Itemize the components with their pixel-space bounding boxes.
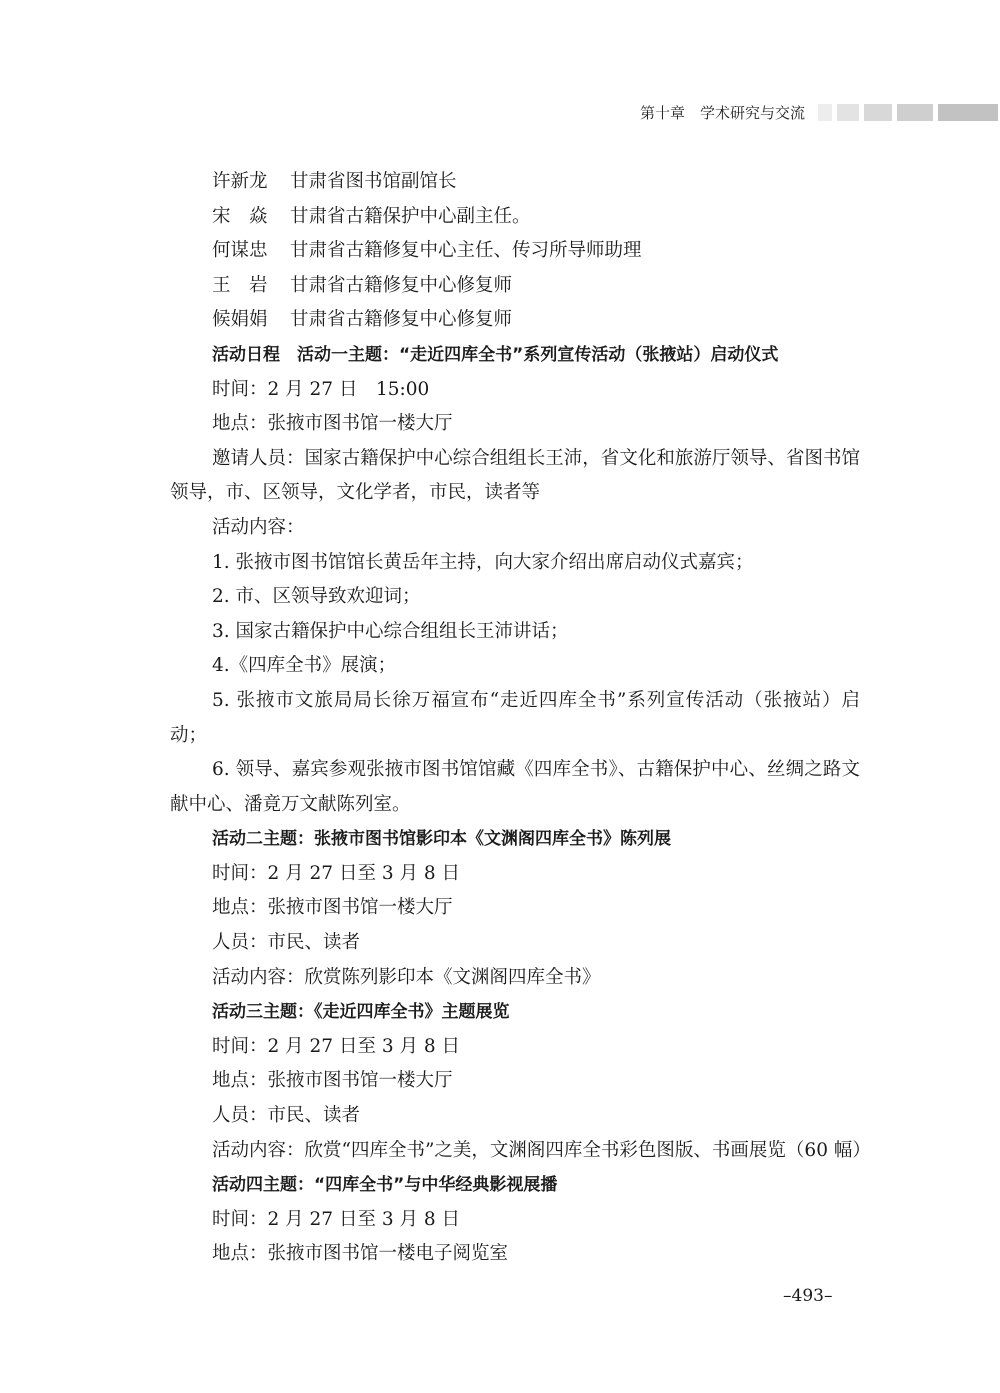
page-number: –493– xyxy=(783,1286,833,1306)
activity-content: 活动内容：欣赏“四库全书”之美，文渊阁四库全书彩色图版、书画展览（60 幅） xyxy=(212,1139,871,1161)
activity-people: 人员：市民、读者 xyxy=(212,932,361,954)
activity-time: 时间：2 月 27 日至 3 月 8 日 xyxy=(212,1208,461,1230)
staff-line: 许新龙 甘肃省图书馆副馆长 xyxy=(212,171,457,192)
header-bar xyxy=(897,104,933,121)
activity-place: 地点：张掖市图书馆一楼电子阅览室 xyxy=(212,1243,509,1265)
activity-heading: 活动二主题：张掖市图书馆影印本《文渊阁四库全书》陈列展 xyxy=(212,829,671,850)
header-bar xyxy=(938,104,998,121)
page-body xyxy=(170,165,871,1272)
activity-content-label: 活动内容： xyxy=(212,516,305,538)
activity-time: 时间：2 月 27 日至 3 月 8 日 xyxy=(212,1035,461,1057)
activity-item: 4.《四库全书》展演； xyxy=(212,655,397,677)
activity-item: 6. 领导、嘉宾参观张掖市图书馆馆藏《四库全书》、古籍保护中心、丝绸之路文献中心、潘竟万文献陈列室。 xyxy=(170,759,860,815)
activity-item: 5. 张掖市文旅局局长徐万福宣布“走近四库全书”系列宣传活动（张掖站）启动； xyxy=(170,689,860,746)
staff-line: 何谋忠 甘肃省古籍修复中心主任、传习所导师助理 xyxy=(212,240,642,262)
header-bar xyxy=(864,104,892,121)
activity-item: 1. 张掖市图书馆馆长黄岳年主持，向大家介绍出席启动仪式嘉宾； xyxy=(212,551,754,573)
activity-people: 人员：市民、读者 xyxy=(212,1105,361,1127)
activity-item: 2. 市、区领导致欢迎词； xyxy=(212,586,421,608)
staff-line: 候娟娟 甘肃省古籍修复中心修复师 xyxy=(212,309,513,331)
header-bar xyxy=(818,104,832,121)
activity-place: 地点：张掖市图书馆一楼大厅 xyxy=(212,413,453,435)
running-header xyxy=(640,100,998,124)
activity-place: 地点：张掖市图书馆一楼大厅 xyxy=(212,1070,453,1092)
activity-time: 时间：2 月 27 日 15:00 xyxy=(212,378,430,400)
activity-content: 活动内容：欣赏陈列影印本《文渊阁四库全书》 xyxy=(212,966,601,988)
activity-heading: 活动日程 活动一主题：“走近四库全书”系列宣传活动（张掖站）启动仪式 xyxy=(212,344,779,365)
activity-item: 3. 国家古籍保护中心综合组组长王沛讲话； xyxy=(212,620,569,642)
activity-place: 地点：张掖市图书馆一楼大厅 xyxy=(212,897,453,919)
staff-line: 宋 焱 甘肃省古籍保护中心副主任。 xyxy=(212,205,531,227)
chapter-label: 第十章 学术研究与交流 xyxy=(640,103,806,122)
staff-line: 王 岩 甘肃省古籍修复中心修复师 xyxy=(212,274,513,296)
activity-invitees: 邀请人员：国家古籍保护中心综合组组长王沛，省文化和旅游厅领导、省图书馆领导，市、区领导，文化学者，市民，读者等 xyxy=(170,447,860,504)
activity-time: 时间：2 月 27 日至 3 月 8 日 xyxy=(212,862,461,884)
activity-heading: 活动三主题：《走近四库全书》主题展览 xyxy=(212,1002,510,1023)
activity-heading: 活动四主题：“四库全书”与中华经典影视展播 xyxy=(212,1175,558,1196)
header-bar xyxy=(837,104,859,121)
